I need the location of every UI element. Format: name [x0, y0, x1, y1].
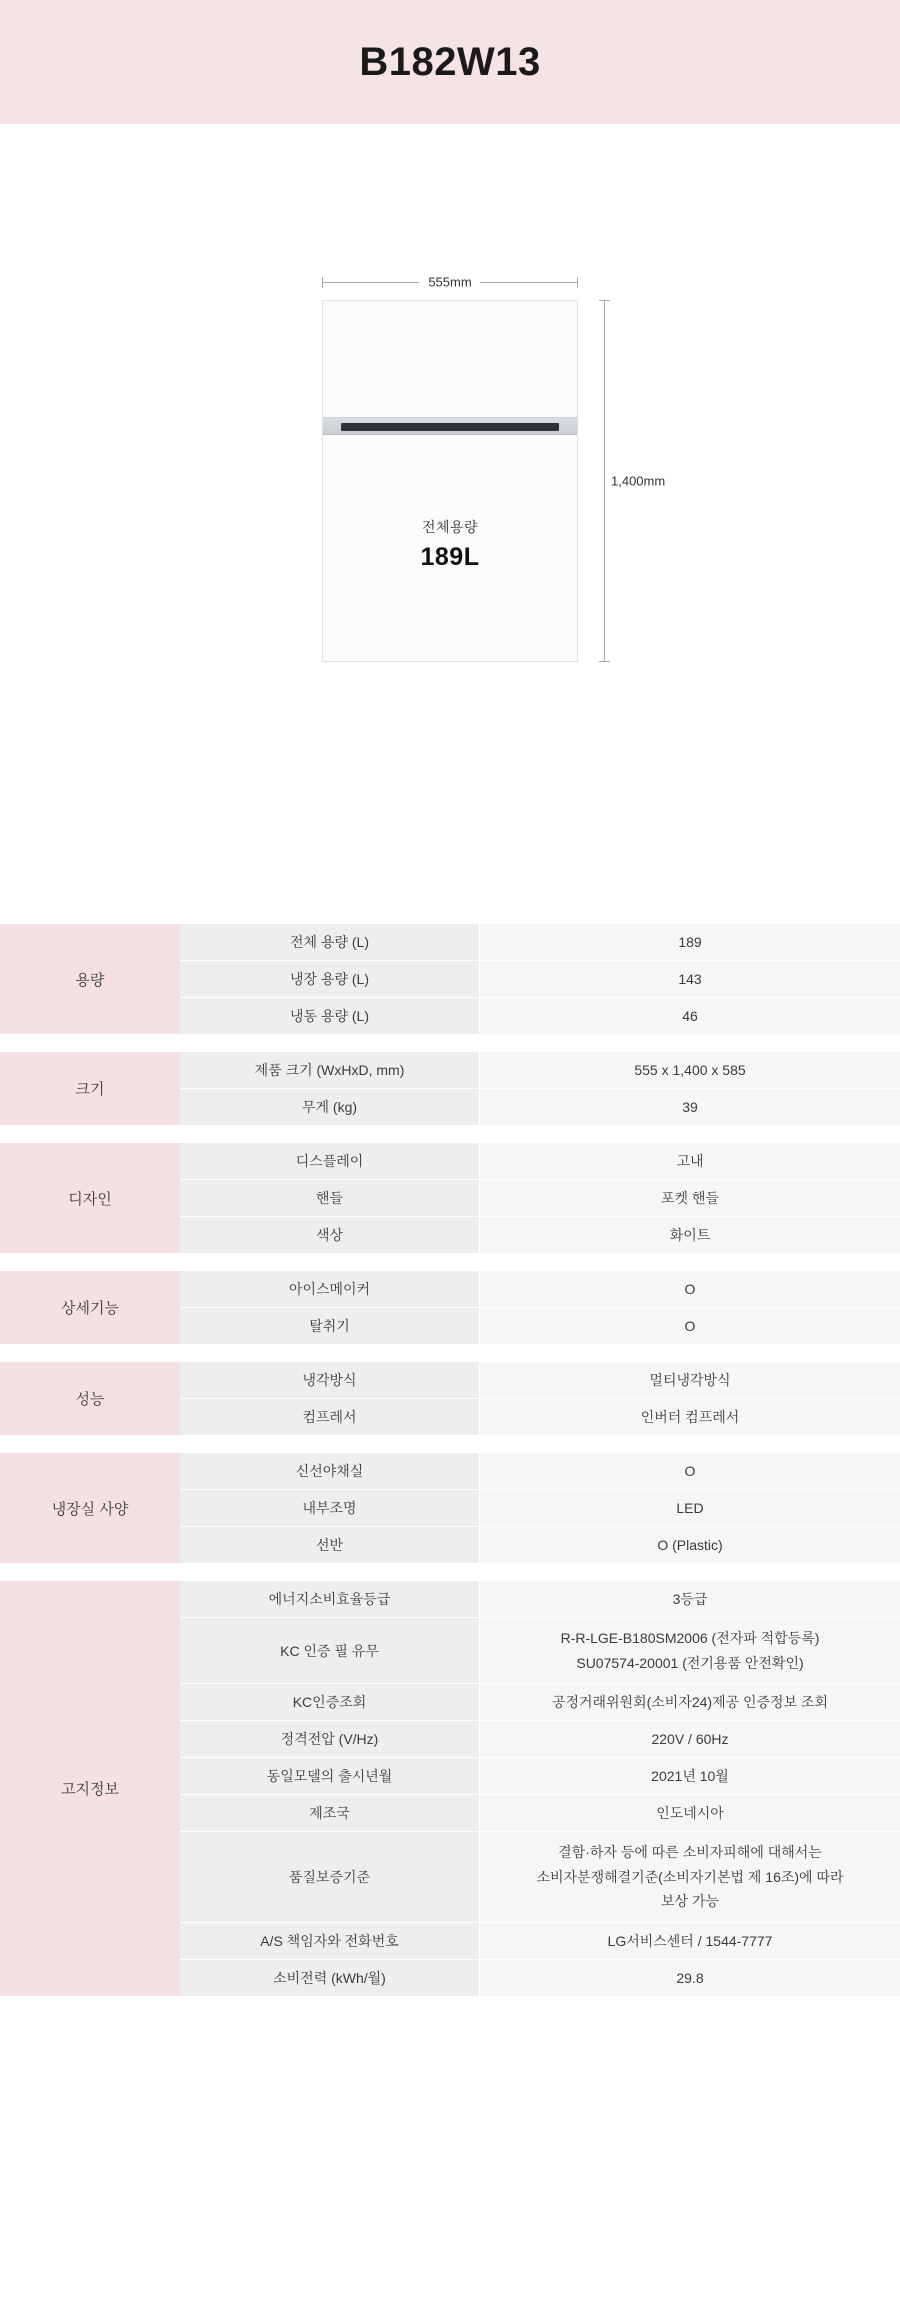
spec-value: 555 x 1,400 x 585	[480, 1052, 900, 1088]
page-header	[0, 0, 900, 124]
spec-value: 멀티냉각방식	[480, 1362, 900, 1398]
spec-value-line: R-R-LGE-B180SM2006 (전자파 적합등록)	[560, 1630, 820, 1646]
spec-value: 인버터 컴프레서	[480, 1399, 900, 1435]
bottom-spacer	[0, 1996, 900, 2020]
spec-row	[180, 1581, 900, 1618]
spec-key: 제품 크기 (WxHxD, mm)	[180, 1052, 480, 1088]
spec-key: 냉동 용량 (L)	[180, 998, 480, 1034]
spec-row	[180, 1052, 900, 1089]
spec-key: 소비전력 (kWh/월)	[180, 1960, 480, 1996]
spec-rows	[180, 1362, 900, 1435]
height-dimension-label: 1,400mm	[605, 468, 665, 495]
spec-rows	[180, 1143, 900, 1253]
height-dimension-tick-top	[599, 300, 610, 301]
spec-value: 2021년 10월	[480, 1758, 900, 1794]
spec-value: 공정거래위원회(소비자24)제공 인증정보 조회	[480, 1684, 900, 1720]
spec-row	[180, 961, 900, 998]
width-dimension	[322, 274, 578, 290]
spec-key: 전체 용량 (L)	[180, 924, 480, 960]
spec-value: LG서비스센터 / 1544-7777	[480, 1923, 900, 1959]
spec-key: KC인증조회	[180, 1684, 480, 1720]
spec-key: 신선야채실	[180, 1453, 480, 1489]
spec-rows	[180, 924, 900, 1034]
spec-block	[0, 1362, 900, 1435]
spec-row	[180, 1271, 900, 1308]
spec-key: 탈취기	[180, 1308, 480, 1344]
width-dimension-label: 555mm	[419, 275, 480, 290]
spec-category: 성능	[0, 1362, 180, 1435]
page-title: B182W13	[359, 39, 541, 84]
spec-rows	[180, 1581, 900, 1996]
spec-key: 냉각방식	[180, 1362, 480, 1398]
capacity-value: 189L	[420, 543, 480, 571]
spec-key: 제조국	[180, 1795, 480, 1831]
spec-rows	[180, 1052, 900, 1125]
spec-key: 컴프레서	[180, 1399, 480, 1435]
spec-value	[480, 1618, 900, 1683]
width-dimension-tick-right	[577, 277, 578, 288]
spec-key: 냉장 용량 (L)	[180, 961, 480, 997]
spec-row	[180, 1143, 900, 1180]
spec-row	[180, 1960, 900, 1996]
spec-value	[480, 1832, 900, 1922]
product-diagram	[0, 124, 900, 924]
spec-value: 화이트	[480, 1217, 900, 1253]
spec-row	[180, 1217, 900, 1253]
spec-row	[180, 1399, 900, 1435]
spec-row	[180, 1453, 900, 1490]
spec-value: 3등급	[480, 1581, 900, 1617]
spec-value: 인도네시아	[480, 1795, 900, 1831]
spec-category: 상세기능	[0, 1271, 180, 1344]
spec-value: O	[480, 1271, 900, 1307]
spec-block	[0, 1143, 900, 1253]
spec-value: 143	[480, 961, 900, 997]
spec-value: 39	[480, 1089, 900, 1125]
spec-value-line: SU07574-20001 (전기용품 안전확인)	[576, 1654, 804, 1671]
spec-row	[180, 1758, 900, 1795]
spec-block	[0, 1581, 900, 1996]
width-dimension-tick-left	[322, 277, 323, 288]
spec-value: O	[480, 1453, 900, 1489]
spec-key: 아이스메이커	[180, 1271, 480, 1307]
spec-row	[180, 1527, 900, 1563]
spec-value-line: 소비자분쟁해결기준(소비자기본법 제 16조)에 따라	[536, 1868, 844, 1885]
spec-row	[180, 1180, 900, 1217]
spec-category: 크기	[0, 1052, 180, 1125]
spec-row	[180, 1684, 900, 1721]
spec-key: 에너지소비효율등급	[180, 1581, 480, 1617]
spec-key: KC 인증 필 유무	[180, 1618, 480, 1683]
spec-table-container	[0, 924, 900, 1996]
spec-value-line: 결함·하자 등에 따른 소비자피해에 대해서는	[558, 1844, 822, 1860]
spec-block	[0, 1271, 900, 1344]
spec-value: 220V / 60Hz	[480, 1721, 900, 1757]
spec-value-line: 보상 가능	[661, 1893, 719, 1909]
spec-key: 품질보증기준	[180, 1832, 480, 1922]
capacity-callout	[323, 517, 577, 572]
spec-value: O	[480, 1308, 900, 1344]
spec-key: 색상	[180, 1217, 480, 1253]
spec-category: 냉장실 사양	[0, 1453, 180, 1563]
spec-row	[180, 1923, 900, 1960]
spec-rows	[180, 1453, 900, 1563]
capacity-label: 전체용량	[421, 519, 479, 535]
spec-value: 29.8	[480, 1960, 900, 1996]
spec-key: 선반	[180, 1527, 480, 1563]
spec-value: O (Plastic)	[480, 1527, 900, 1563]
spec-row	[180, 1362, 900, 1399]
height-dimension-tick-bottom	[599, 661, 610, 662]
spec-value: 고내	[480, 1143, 900, 1179]
spec-block	[0, 1052, 900, 1125]
spec-row	[180, 1490, 900, 1527]
spec-key: 무게 (kg)	[180, 1089, 480, 1125]
spec-row	[180, 998, 900, 1034]
spec-value: 46	[480, 998, 900, 1034]
spec-key: 핸들	[180, 1180, 480, 1216]
spec-row	[180, 924, 900, 961]
spec-value: 189	[480, 924, 900, 960]
spec-key: 동일모델의 출시년월	[180, 1758, 480, 1794]
spec-key: 정격전압 (V/Hz)	[180, 1721, 480, 1757]
spec-row	[180, 1795, 900, 1832]
spec-key: 디스플레이	[180, 1143, 480, 1179]
spec-row	[180, 1721, 900, 1758]
spec-row	[180, 1308, 900, 1344]
spec-category: 용량	[0, 924, 180, 1034]
pocket-handle	[341, 423, 559, 431]
spec-row	[180, 1618, 900, 1684]
spec-rows	[180, 1271, 900, 1344]
spec-key: A/S 책임자와 전화번호	[180, 1923, 480, 1959]
spec-value: LED	[480, 1490, 900, 1526]
spec-row	[180, 1832, 900, 1923]
spec-category: 고지정보	[0, 1581, 180, 1996]
refrigerator-illustration	[322, 300, 578, 662]
spec-key: 내부조명	[180, 1490, 480, 1526]
spec-value: 포켓 핸들	[480, 1180, 900, 1216]
spec-block	[0, 1453, 900, 1563]
spec-block	[0, 924, 900, 1034]
spec-row	[180, 1089, 900, 1125]
height-dimension	[604, 300, 666, 662]
spec-category: 디자인	[0, 1143, 180, 1253]
